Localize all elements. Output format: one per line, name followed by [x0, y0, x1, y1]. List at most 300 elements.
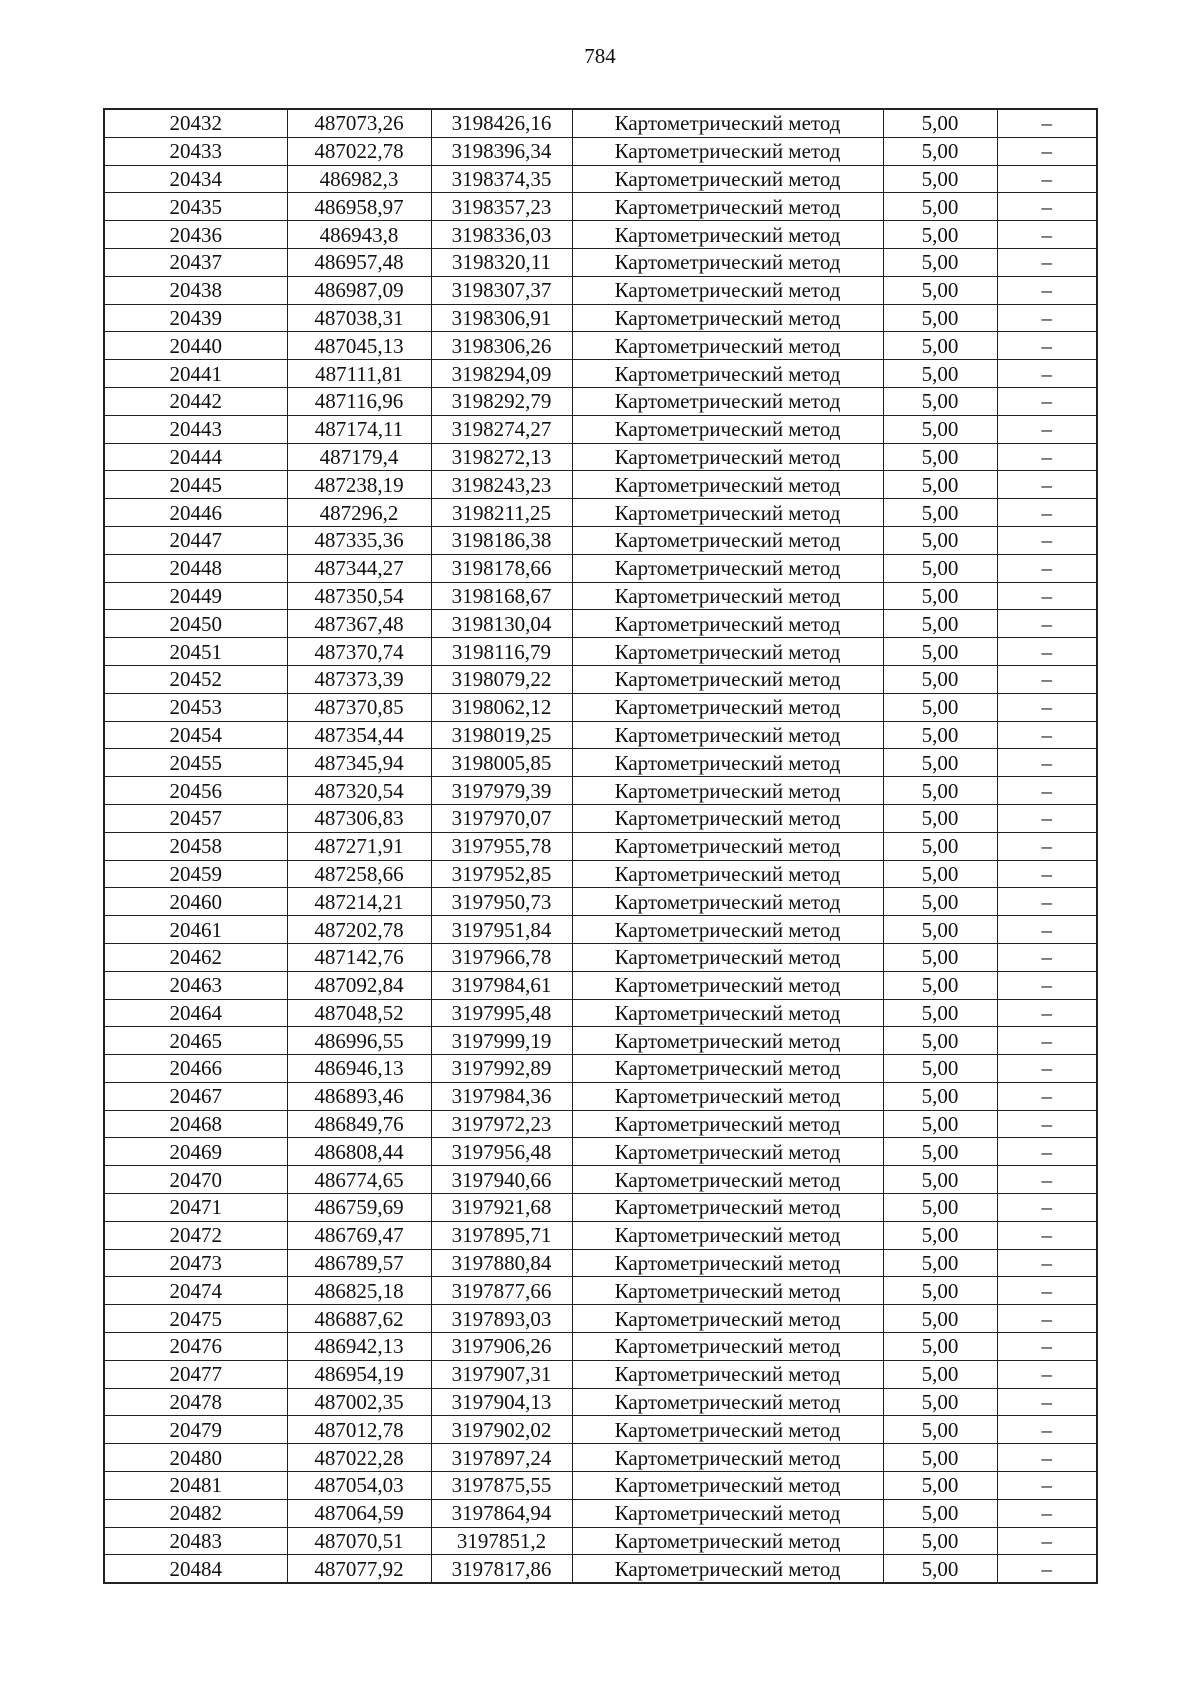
table-row	[104, 221, 1097, 249]
accuracy-cell: 5,00	[883, 721, 997, 749]
y-coordinate-cell: 3198243,23	[431, 471, 572, 499]
point-number-cell: 20461	[104, 916, 287, 944]
note-cell: –	[997, 1472, 1097, 1500]
accuracy-cell: 5,00	[883, 1388, 997, 1416]
accuracy-cell: 5,00	[883, 221, 997, 249]
y-coordinate-cell: 3197950,73	[431, 888, 572, 916]
accuracy-cell: 5,00	[883, 165, 997, 193]
accuracy-cell: 5,00	[883, 109, 997, 137]
accuracy-cell: 5,00	[883, 1110, 997, 1138]
y-coordinate-cell: 3197972,23	[431, 1110, 572, 1138]
y-coordinate-cell: 3197966,78	[431, 943, 572, 971]
x-coordinate-cell: 487064,59	[287, 1499, 431, 1527]
y-coordinate-cell: 3198336,03	[431, 221, 572, 249]
accuracy-cell: 5,00	[883, 443, 997, 471]
method-cell: Картометрический метод	[572, 387, 883, 415]
method-cell: Картометрический метод	[572, 638, 883, 666]
y-coordinate-cell: 3197999,19	[431, 1027, 572, 1055]
accuracy-cell: 5,00	[883, 999, 997, 1027]
point-number-cell: 20455	[104, 749, 287, 777]
table-row	[104, 999, 1097, 1027]
note-cell: –	[997, 193, 1097, 221]
point-number-cell: 20468	[104, 1110, 287, 1138]
point-number-cell: 20435	[104, 193, 287, 221]
note-cell: –	[997, 1110, 1097, 1138]
method-cell: Картометрический метод	[572, 1027, 883, 1055]
note-cell: –	[997, 1388, 1097, 1416]
y-coordinate-cell: 3198079,22	[431, 665, 572, 693]
x-coordinate-cell: 487174,11	[287, 415, 431, 443]
x-coordinate-cell: 486887,62	[287, 1305, 431, 1333]
method-cell: Картометрический метод	[572, 1555, 883, 1583]
method-cell: Картометрический метод	[572, 916, 883, 944]
point-number-cell: 20478	[104, 1388, 287, 1416]
y-coordinate-cell: 3197984,36	[431, 1082, 572, 1110]
method-cell: Картометрический метод	[572, 1277, 883, 1305]
x-coordinate-cell: 487142,76	[287, 943, 431, 971]
x-coordinate-cell: 486759,69	[287, 1194, 431, 1222]
table-row	[104, 1138, 1097, 1166]
note-cell: –	[997, 387, 1097, 415]
x-coordinate-cell: 487238,19	[287, 471, 431, 499]
point-number-cell: 20476	[104, 1333, 287, 1361]
note-cell: –	[997, 1555, 1097, 1583]
note-cell: –	[997, 332, 1097, 360]
accuracy-cell: 5,00	[883, 1055, 997, 1083]
point-number-cell: 20465	[104, 1027, 287, 1055]
note-cell: –	[997, 248, 1097, 276]
point-number-cell: 20441	[104, 360, 287, 388]
x-coordinate-cell: 487012,78	[287, 1416, 431, 1444]
table-row	[104, 832, 1097, 860]
point-number-cell: 20434	[104, 165, 287, 193]
point-number-cell: 20466	[104, 1055, 287, 1083]
x-coordinate-cell: 487345,94	[287, 749, 431, 777]
table-row	[104, 276, 1097, 304]
note-cell: –	[997, 1194, 1097, 1222]
note-cell: –	[997, 1499, 1097, 1527]
note-cell: –	[997, 221, 1097, 249]
page-number: 784	[584, 44, 616, 68]
x-coordinate-cell: 486954,19	[287, 1360, 431, 1388]
method-cell: Картометрический метод	[572, 860, 883, 888]
x-coordinate-cell: 487344,27	[287, 554, 431, 582]
method-cell: Картометрический метод	[572, 1527, 883, 1555]
point-number-cell: 20467	[104, 1082, 287, 1110]
accuracy-cell: 5,00	[883, 1166, 997, 1194]
x-coordinate-cell: 487296,2	[287, 499, 431, 527]
accuracy-cell: 5,00	[883, 749, 997, 777]
point-number-cell: 20479	[104, 1416, 287, 1444]
y-coordinate-cell: 3198307,37	[431, 276, 572, 304]
accuracy-cell: 5,00	[883, 387, 997, 415]
note-cell: –	[997, 1277, 1097, 1305]
y-coordinate-cell: 3197880,84	[431, 1249, 572, 1277]
point-number-cell: 20448	[104, 554, 287, 582]
accuracy-cell: 5,00	[883, 1082, 997, 1110]
table-row	[104, 248, 1097, 276]
y-coordinate-cell: 3198396,34	[431, 137, 572, 165]
point-number-cell: 20456	[104, 777, 287, 805]
table-row	[104, 888, 1097, 916]
accuracy-cell: 5,00	[883, 1249, 997, 1277]
y-coordinate-cell: 3198274,27	[431, 415, 572, 443]
table-row	[104, 1416, 1097, 1444]
note-cell: –	[997, 137, 1097, 165]
accuracy-cell: 5,00	[883, 1472, 997, 1500]
table-row	[104, 1305, 1097, 1333]
table-row	[104, 1194, 1097, 1222]
point-number-cell: 20458	[104, 832, 287, 860]
y-coordinate-cell: 3197951,84	[431, 916, 572, 944]
method-cell: Картометрический метод	[572, 832, 883, 860]
y-coordinate-cell: 3197956,48	[431, 1138, 572, 1166]
note-cell: –	[997, 665, 1097, 693]
table-row	[104, 109, 1097, 137]
x-coordinate-cell: 486982,3	[287, 165, 431, 193]
table-row	[104, 471, 1097, 499]
x-coordinate-cell: 487045,13	[287, 332, 431, 360]
y-coordinate-cell: 3197955,78	[431, 832, 572, 860]
note-cell: –	[997, 1166, 1097, 1194]
note-cell: –	[997, 443, 1097, 471]
table-row	[104, 1472, 1097, 1500]
table-row	[104, 1249, 1097, 1277]
note-cell: –	[997, 888, 1097, 916]
x-coordinate-cell: 486943,8	[287, 221, 431, 249]
x-coordinate-cell: 487367,48	[287, 610, 431, 638]
y-coordinate-cell: 3198019,25	[431, 721, 572, 749]
table-row	[104, 1027, 1097, 1055]
x-coordinate-cell: 487002,35	[287, 1388, 431, 1416]
x-coordinate-cell: 487048,52	[287, 999, 431, 1027]
y-coordinate-cell: 3198130,04	[431, 610, 572, 638]
table-row	[104, 638, 1097, 666]
method-cell: Картометрический метод	[572, 137, 883, 165]
x-coordinate-cell: 487214,21	[287, 888, 431, 916]
note-cell: –	[997, 999, 1097, 1027]
x-coordinate-cell: 487370,85	[287, 693, 431, 721]
x-coordinate-cell: 487271,91	[287, 832, 431, 860]
accuracy-cell: 5,00	[883, 1555, 997, 1583]
accuracy-cell: 5,00	[883, 777, 997, 805]
note-cell: –	[997, 1221, 1097, 1249]
accuracy-cell: 5,00	[883, 304, 997, 332]
table-row	[104, 777, 1097, 805]
note-cell: –	[997, 415, 1097, 443]
point-number-cell: 20443	[104, 415, 287, 443]
accuracy-cell: 5,00	[883, 860, 997, 888]
note-cell: –	[997, 1249, 1097, 1277]
accuracy-cell: 5,00	[883, 193, 997, 221]
method-cell: Картометрический метод	[572, 1055, 883, 1083]
method-cell: Картометрический метод	[572, 1166, 883, 1194]
x-coordinate-cell: 487070,51	[287, 1527, 431, 1555]
note-cell: –	[997, 1305, 1097, 1333]
accuracy-cell: 5,00	[883, 137, 997, 165]
y-coordinate-cell: 3197897,24	[431, 1444, 572, 1472]
y-coordinate-cell: 3198306,26	[431, 332, 572, 360]
note-cell: –	[997, 165, 1097, 193]
method-cell: Картометрический метод	[572, 499, 883, 527]
table-row	[104, 1360, 1097, 1388]
method-cell: Картометрический метод	[572, 193, 883, 221]
method-cell: Картометрический метод	[572, 1249, 883, 1277]
table-row	[104, 916, 1097, 944]
accuracy-cell: 5,00	[883, 1499, 997, 1527]
table-row	[104, 526, 1097, 554]
method-cell: Картометрический метод	[572, 1388, 883, 1416]
y-coordinate-cell: 3198168,67	[431, 582, 572, 610]
y-coordinate-cell: 3197979,39	[431, 777, 572, 805]
table-row	[104, 1277, 1097, 1305]
y-coordinate-cell: 3197893,03	[431, 1305, 572, 1333]
point-number-cell: 20481	[104, 1472, 287, 1500]
method-cell: Картометрический метод	[572, 304, 883, 332]
accuracy-cell: 5,00	[883, 332, 997, 360]
accuracy-cell: 5,00	[883, 1277, 997, 1305]
coordinates-table-body	[104, 109, 1097, 1583]
table-row	[104, 1555, 1097, 1583]
accuracy-cell: 5,00	[883, 554, 997, 582]
x-coordinate-cell: 486825,18	[287, 1277, 431, 1305]
point-number-cell: 20470	[104, 1166, 287, 1194]
method-cell: Картометрический метод	[572, 749, 883, 777]
method-cell: Картометрический метод	[572, 1082, 883, 1110]
point-number-cell: 20473	[104, 1249, 287, 1277]
y-coordinate-cell: 3198292,79	[431, 387, 572, 415]
note-cell: –	[997, 471, 1097, 499]
point-number-cell: 20463	[104, 971, 287, 999]
table-row	[104, 1388, 1097, 1416]
note-cell: –	[997, 1027, 1097, 1055]
point-number-cell: 20480	[104, 1444, 287, 1472]
x-coordinate-cell: 486942,13	[287, 1333, 431, 1361]
method-cell: Картометрический метод	[572, 360, 883, 388]
note-cell: –	[997, 1055, 1097, 1083]
point-number-cell: 20457	[104, 804, 287, 832]
accuracy-cell: 5,00	[883, 1527, 997, 1555]
point-number-cell: 20477	[104, 1360, 287, 1388]
table-row	[104, 360, 1097, 388]
point-number-cell: 20459	[104, 860, 287, 888]
accuracy-cell: 5,00	[883, 1416, 997, 1444]
x-coordinate-cell: 487092,84	[287, 971, 431, 999]
y-coordinate-cell: 3197940,66	[431, 1166, 572, 1194]
note-cell: –	[997, 916, 1097, 944]
point-number-cell: 20440	[104, 332, 287, 360]
note-cell: –	[997, 1360, 1097, 1388]
table-row	[104, 693, 1097, 721]
method-cell: Картометрический метод	[572, 999, 883, 1027]
note-cell: –	[997, 749, 1097, 777]
table-row	[104, 665, 1097, 693]
table-row	[104, 749, 1097, 777]
accuracy-cell: 5,00	[883, 943, 997, 971]
x-coordinate-cell: 487022,78	[287, 137, 431, 165]
accuracy-cell: 5,00	[883, 916, 997, 944]
table-row	[104, 443, 1097, 471]
accuracy-cell: 5,00	[883, 471, 997, 499]
y-coordinate-cell: 3197970,07	[431, 804, 572, 832]
accuracy-cell: 5,00	[883, 832, 997, 860]
accuracy-cell: 5,00	[883, 1360, 997, 1388]
accuracy-cell: 5,00	[883, 499, 997, 527]
method-cell: Картометрический метод	[572, 943, 883, 971]
note-cell: –	[997, 1138, 1097, 1166]
x-coordinate-cell: 487038,31	[287, 304, 431, 332]
accuracy-cell: 5,00	[883, 415, 997, 443]
x-coordinate-cell: 487354,44	[287, 721, 431, 749]
method-cell: Картометрический метод	[572, 610, 883, 638]
x-coordinate-cell: 486987,09	[287, 276, 431, 304]
y-coordinate-cell: 3198211,25	[431, 499, 572, 527]
table-row	[104, 582, 1097, 610]
method-cell: Картометрический метод	[572, 804, 883, 832]
y-coordinate-cell: 3198320,11	[431, 248, 572, 276]
method-cell: Картометрический метод	[572, 777, 883, 805]
accuracy-cell: 5,00	[883, 276, 997, 304]
y-coordinate-cell: 3198186,38	[431, 526, 572, 554]
table-row	[104, 1527, 1097, 1555]
x-coordinate-cell: 487306,83	[287, 804, 431, 832]
x-coordinate-cell: 487077,92	[287, 1555, 431, 1583]
x-coordinate-cell: 486946,13	[287, 1055, 431, 1083]
point-number-cell: 20446	[104, 499, 287, 527]
accuracy-cell: 5,00	[883, 693, 997, 721]
method-cell: Картометрический метод	[572, 1194, 883, 1222]
x-coordinate-cell: 487054,03	[287, 1472, 431, 1500]
note-cell: –	[997, 971, 1097, 999]
method-cell: Картометрический метод	[572, 665, 883, 693]
x-coordinate-cell: 486996,55	[287, 1027, 431, 1055]
accuracy-cell: 5,00	[883, 248, 997, 276]
y-coordinate-cell: 3198062,12	[431, 693, 572, 721]
y-coordinate-cell: 3197864,94	[431, 1499, 572, 1527]
point-number-cell: 20452	[104, 665, 287, 693]
accuracy-cell: 5,00	[883, 1027, 997, 1055]
y-coordinate-cell: 3197877,66	[431, 1277, 572, 1305]
point-number-cell: 20445	[104, 471, 287, 499]
point-number-cell: 20432	[104, 109, 287, 137]
y-coordinate-cell: 3198426,16	[431, 109, 572, 137]
note-cell: –	[997, 804, 1097, 832]
point-number-cell: 20451	[104, 638, 287, 666]
y-coordinate-cell: 3197995,48	[431, 999, 572, 1027]
table-row	[104, 499, 1097, 527]
note-cell: –	[997, 1444, 1097, 1472]
point-number-cell: 20437	[104, 248, 287, 276]
point-number-cell: 20454	[104, 721, 287, 749]
method-cell: Картометрический метод	[572, 888, 883, 916]
method-cell: Картометрический метод	[572, 693, 883, 721]
point-number-cell: 20472	[104, 1221, 287, 1249]
point-number-cell: 20474	[104, 1277, 287, 1305]
table-row	[104, 1499, 1097, 1527]
table-row	[104, 971, 1097, 999]
point-number-cell: 20475	[104, 1305, 287, 1333]
table-row	[104, 860, 1097, 888]
x-coordinate-cell: 487258,66	[287, 860, 431, 888]
x-coordinate-cell: 487350,54	[287, 582, 431, 610]
method-cell: Картометрический метод	[572, 471, 883, 499]
table-row	[104, 332, 1097, 360]
note-cell: –	[997, 276, 1097, 304]
x-coordinate-cell: 487179,4	[287, 443, 431, 471]
note-cell: –	[997, 943, 1097, 971]
note-cell: –	[997, 1082, 1097, 1110]
x-coordinate-cell: 487320,54	[287, 777, 431, 805]
point-number-cell: 20450	[104, 610, 287, 638]
point-number-cell: 20469	[104, 1138, 287, 1166]
accuracy-cell: 5,00	[883, 610, 997, 638]
x-coordinate-cell: 487202,78	[287, 916, 431, 944]
method-cell: Картометрический метод	[572, 109, 883, 137]
table-row	[104, 304, 1097, 332]
point-number-cell: 20438	[104, 276, 287, 304]
y-coordinate-cell: 3198116,79	[431, 638, 572, 666]
point-number-cell: 20442	[104, 387, 287, 415]
y-coordinate-cell: 3197952,85	[431, 860, 572, 888]
table-row	[104, 943, 1097, 971]
table-row	[104, 1444, 1097, 1472]
table-row	[104, 387, 1097, 415]
table-row	[104, 1055, 1097, 1083]
point-number-cell: 20471	[104, 1194, 287, 1222]
point-number-cell: 20453	[104, 693, 287, 721]
note-cell: –	[997, 860, 1097, 888]
y-coordinate-cell: 3198005,85	[431, 749, 572, 777]
table-row	[104, 137, 1097, 165]
note-cell: –	[997, 777, 1097, 805]
method-cell: Картометрический метод	[572, 1138, 883, 1166]
accuracy-cell: 5,00	[883, 1444, 997, 1472]
point-number-cell: 20449	[104, 582, 287, 610]
method-cell: Картометрический метод	[572, 1472, 883, 1500]
note-cell: –	[997, 638, 1097, 666]
x-coordinate-cell: 487073,26	[287, 109, 431, 137]
method-cell: Картометрический метод	[572, 248, 883, 276]
accuracy-cell: 5,00	[883, 638, 997, 666]
point-number-cell: 20433	[104, 137, 287, 165]
accuracy-cell: 5,00	[883, 1305, 997, 1333]
accuracy-cell: 5,00	[883, 1138, 997, 1166]
note-cell: –	[997, 109, 1097, 137]
table-row	[104, 165, 1097, 193]
method-cell: Картометрический метод	[572, 1305, 883, 1333]
y-coordinate-cell: 3197906,26	[431, 1333, 572, 1361]
note-cell: –	[997, 693, 1097, 721]
accuracy-cell: 5,00	[883, 1194, 997, 1222]
note-cell: –	[997, 1333, 1097, 1361]
y-coordinate-cell: 3198306,91	[431, 304, 572, 332]
y-coordinate-cell: 3197902,02	[431, 1416, 572, 1444]
y-coordinate-cell: 3198272,13	[431, 443, 572, 471]
y-coordinate-cell: 3198178,66	[431, 554, 572, 582]
table-row	[104, 1333, 1097, 1361]
method-cell: Картометрический метод	[572, 165, 883, 193]
method-cell: Картометрический метод	[572, 1444, 883, 1472]
x-coordinate-cell: 486808,44	[287, 1138, 431, 1166]
point-number-cell: 20444	[104, 443, 287, 471]
y-coordinate-cell: 3197817,86	[431, 1555, 572, 1583]
note-cell: –	[997, 554, 1097, 582]
point-number-cell: 20462	[104, 943, 287, 971]
y-coordinate-cell: 3197875,55	[431, 1472, 572, 1500]
method-cell: Картометрический метод	[572, 221, 883, 249]
method-cell: Картометрический метод	[572, 1360, 883, 1388]
table-row	[104, 193, 1097, 221]
